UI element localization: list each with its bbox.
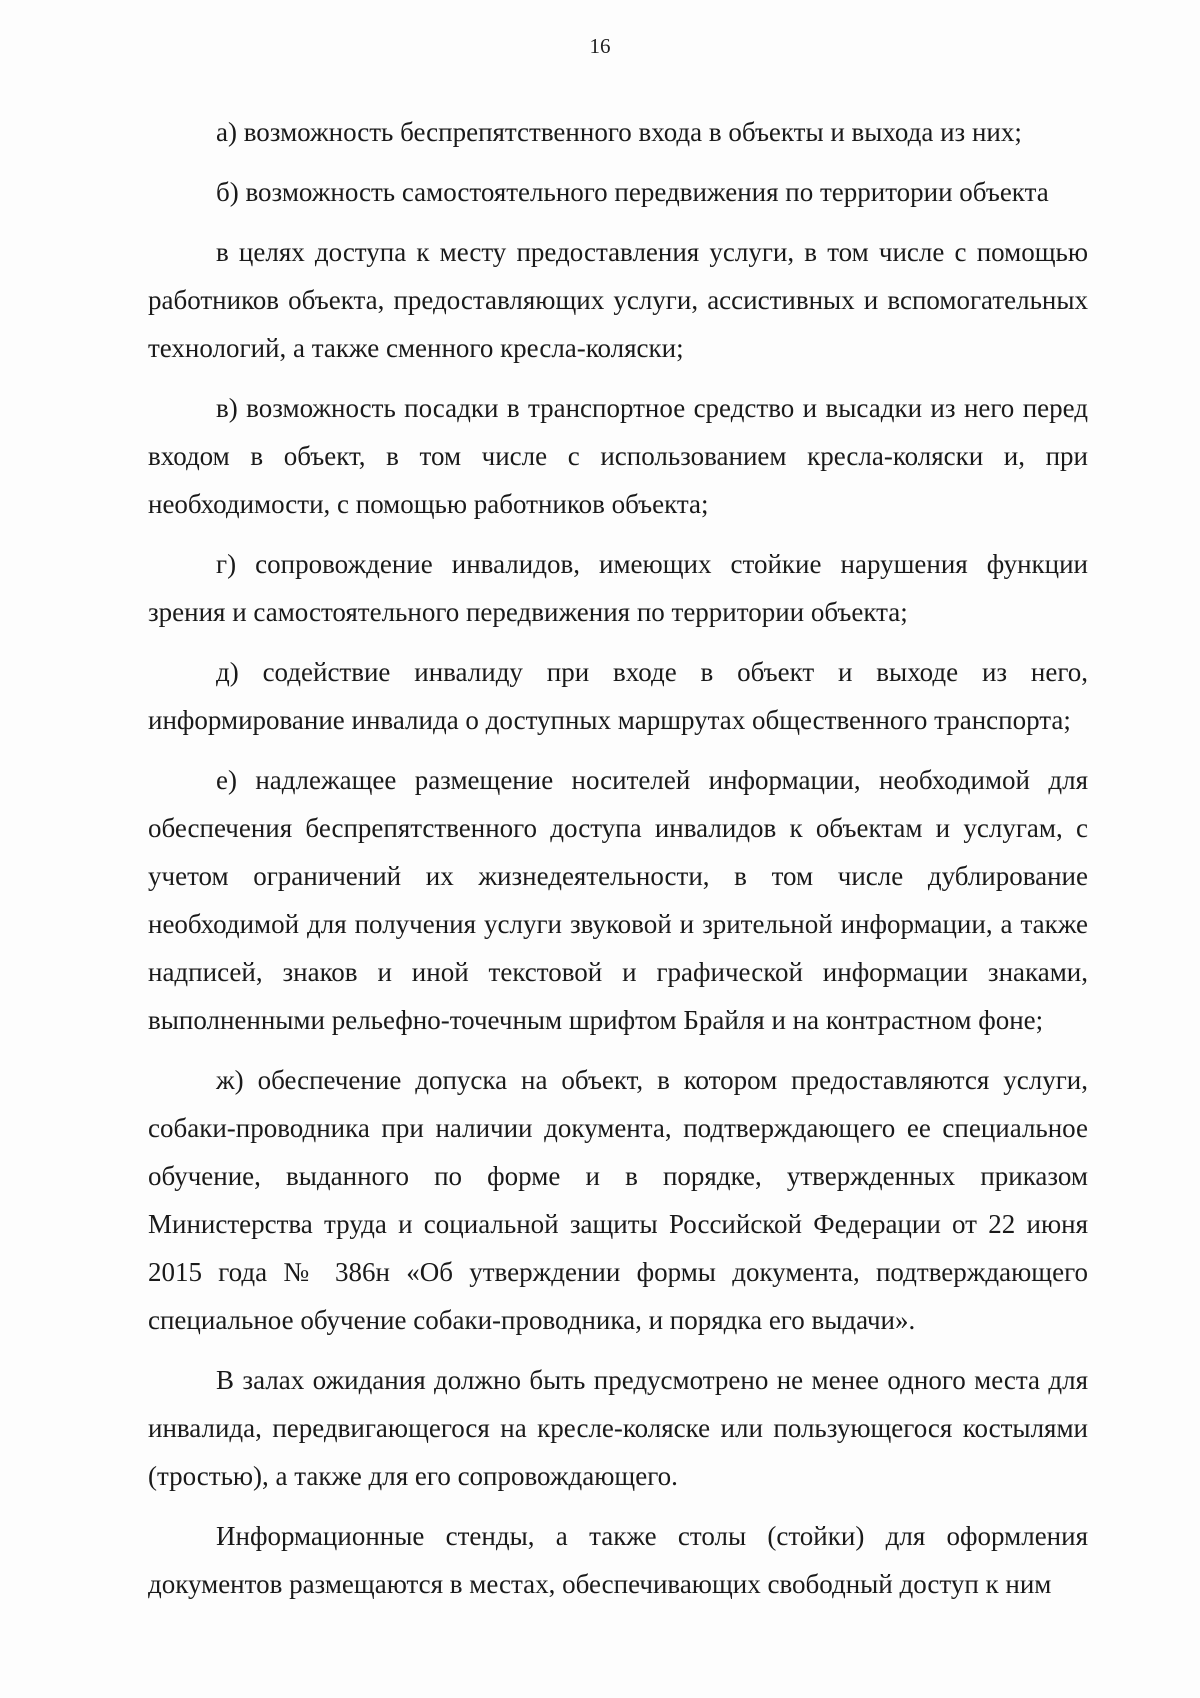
paragraph-information-stands: Информационные стенды, а также столы (стойки) для оформления документов размещаются в местах, обеспечивающих свободный доступ к ним [148, 1521, 1088, 1599]
page-number: 16 [589, 34, 611, 58]
paragraph-d: д) содействие инвалиду при входе в объект и выходе из него, информирование инвалида о доступных маршрутах общественного транспорта; [148, 657, 1088, 735]
paragraph-waiting-rooms: В залах ожидания должно быть предусмотрено не менее одного места для инвалида, передвигающегося на кресле-коляске или пользующегося костылями (тростью), а также для его сопровождающего. [148, 1365, 1088, 1491]
paragraph-b: б) возможность самостоятельного передвижения по территории объекта [216, 177, 1049, 207]
paragraph-g: г) сопровождение инвалидов, имеющих стойкие нарушения функции зрения и самостоятельного передвижения по территории объекта; [148, 549, 1088, 627]
paragraph-e: е) надлежащее размещение носителей информации, необходимой для обеспечения беспрепятственного доступа инвалидов к объектам и услугам, с учетом ограничений их жизнедеятельности, в том числе дублирование необходимой для получения услуги звуковой и зрительной информации, а также надписей, знаков и иной текстовой и графической информации знаками, выполненными рельефно-точечным шрифтом Брайля и на контрастном фоне; [148, 765, 1088, 1035]
paragraph-v: в) возможность посадки в транспортное средство и высадки из него перед входом в объект, в том числе с использованием кресла-коляски и, при необходимости, с помощью работников объекта; [148, 393, 1088, 519]
document-body [148, 108, 1088, 1608]
paragraph-b-continuation: в целях доступа к месту предоставления услуги, в том числе с помощью работников объекта, предоставляющих услуги, ассистивных и вспомогательных технологий, а также сменного кресла-коляски; [148, 237, 1088, 363]
paragraph-zh: ж) обеспечение допуска на объект, в котором предоставляются услуги, собаки-проводника при наличии документа, подтверждающего ее специальное обучение, выданного по форме и в порядке, утвержденных приказом Министерства труда и социальной защиты Российской Федерации от 22 июня 2015 года № 386н «Об утверждении формы документа, подтверждающего специальное обучение собаки-проводника, и порядка его выдачи». [148, 1065, 1088, 1335]
paragraph-a: а) возможность беспрепятственного входа в объекты и выхода из них; [216, 117, 1022, 147]
